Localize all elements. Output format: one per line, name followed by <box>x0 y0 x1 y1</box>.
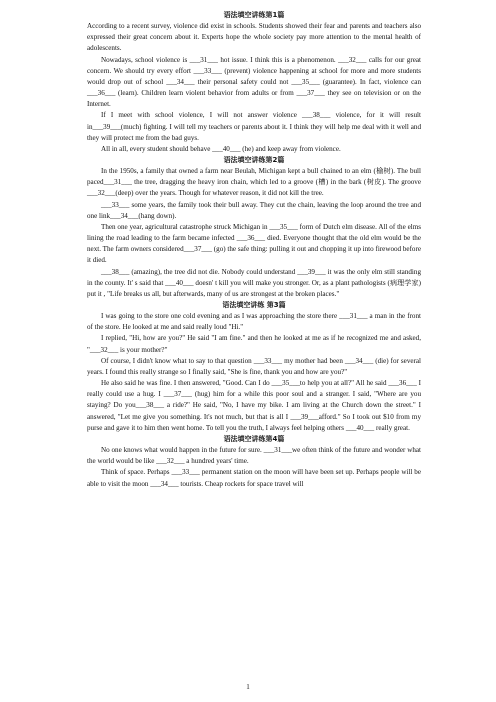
paragraph: All in all, every student should behave ___40___ (he) and keep away from violence. <box>101 144 341 153</box>
section-title: 语法填空讲练 第3篇 <box>222 301 286 310</box>
section-3 <box>87 300 421 434</box>
paragraph: Of course, I didn't know what to say to that question ___33___ my mother had been ___34___ (die) for several years. I found this really strange so I finally said, "She is fine, thank you and how are you?" <box>87 356 421 376</box>
section-2 <box>87 155 421 300</box>
paragraph: According to a recent survey, violence did exist in schools. Students showed their fear and parents and teachers also expressed their great concern about it. Experts hope the whole society pay more attention to the mental health of adolescents. <box>87 22 421 53</box>
paragraph: Then one year, agricultural catastrophe struck Michigan in ___35___ form of Dutch elm disease. All of the elms lining the road leading to the farm became infected ___36___ died. Everyone thought that the old elm would be the next. The farm owners considered___37___ (go) the safe thing: pulling it out and chopping it up into firewood before it died. <box>87 222 421 265</box>
page-number: 1 <box>246 683 250 691</box>
paragraph: If I meet with school violence, I will not answer violence ___38___ violence, for it will result in___39___(much) fighting. I will tell my teachers or parents about it. I think they will help me deal with it well and they will protect me from the bad guys. <box>87 111 421 142</box>
paragraph: I was going to the store one cold evening and as I was approaching the store there ___31___ a man in the front of the store. He looked at me and said really loud "Hi." <box>87 312 421 332</box>
paragraph: No one knows what would happen in the future for sure. ___31___we often think of the future and wonder what the world would be like ___32___ a hundred years' time. <box>87 446 421 466</box>
paragraph: In the 1950s, a family that owned a farm near Beulah, Michigan kept a bull chained to an elm (榆树). The bull paced___31___ the tree, dragging the heavy iron chain, which led to a groove (槽) in the bark (树皮). The groove ___32___(deep) over the years. Though for whatever reason, it did not kill the tree. <box>87 167 421 198</box>
section-title: 语法填空讲练第1篇 <box>223 11 285 19</box>
paragraph: ___38___ (amazing), the tree did not die. Nobody could understand ___39___ it was the only elm still standing in the county. It' s said that ___40___ doesn' t kill you will make you stronger. Or, as a plant pathologists (病理学家) put it , "Life breaks us all, but afterwards, many of us are strongest at the broken places." <box>87 267 421 298</box>
paragraph: I replied, "Hi, how are you?" He said "I am fine." and then he looked at me as if he recognized me and asked, "___32___ is your mother?" <box>87 334 421 354</box>
document-content <box>87 10 421 490</box>
section-4 <box>87 434 421 490</box>
paragraph: ___33___ some years, the family took their bull away. They cut the chain, leaving the loop around the tree and one link___34___(hang down). <box>87 200 421 220</box>
paragraph: He also said he was fine. I then answered, "Good. Can I do ___35___to help you at all?" All he said ___36___ I really could use a hug. I ___37___ (hug) him for a while this poor soul and a stranger. I said, "Where are you staying? Do you___38___ a ride?" He said, "No, I have my bike. I am living at the Church down the street." I answered, "Let me give you something. It's not much, but that is all I ___39___afford." So I took out $10 from my purse and gave it to him then went home. To tell you the truth, I always feel helping others ___40___ really great. <box>87 379 421 432</box>
section-1 <box>87 10 421 155</box>
paragraph: Nowadays, school violence is ___31___ hot issue. I think this is a phenomenon. ___32___ calls for our great concern. We should try every effort ___33___ (prevent) violence happening at school for more and more students would drop out of school ___34___ their personal safety could not ___35___ (guarantee). In fact, violence can ___36___ (learn). Children learn violent behavior from adults or from ___37___ they see on television or on the Internet. <box>87 55 421 109</box>
section-title: 语法填空讲练第4篇 <box>223 434 285 443</box>
section-title: 语法填空讲练第2篇 <box>223 156 285 165</box>
paragraph: Think of space. Perhaps ___33___ permanent station on the moon will have been set up. Perhaps people will be able to visit the moon ___34___ tourists. Cheap rockets for space travel will <box>87 468 421 488</box>
